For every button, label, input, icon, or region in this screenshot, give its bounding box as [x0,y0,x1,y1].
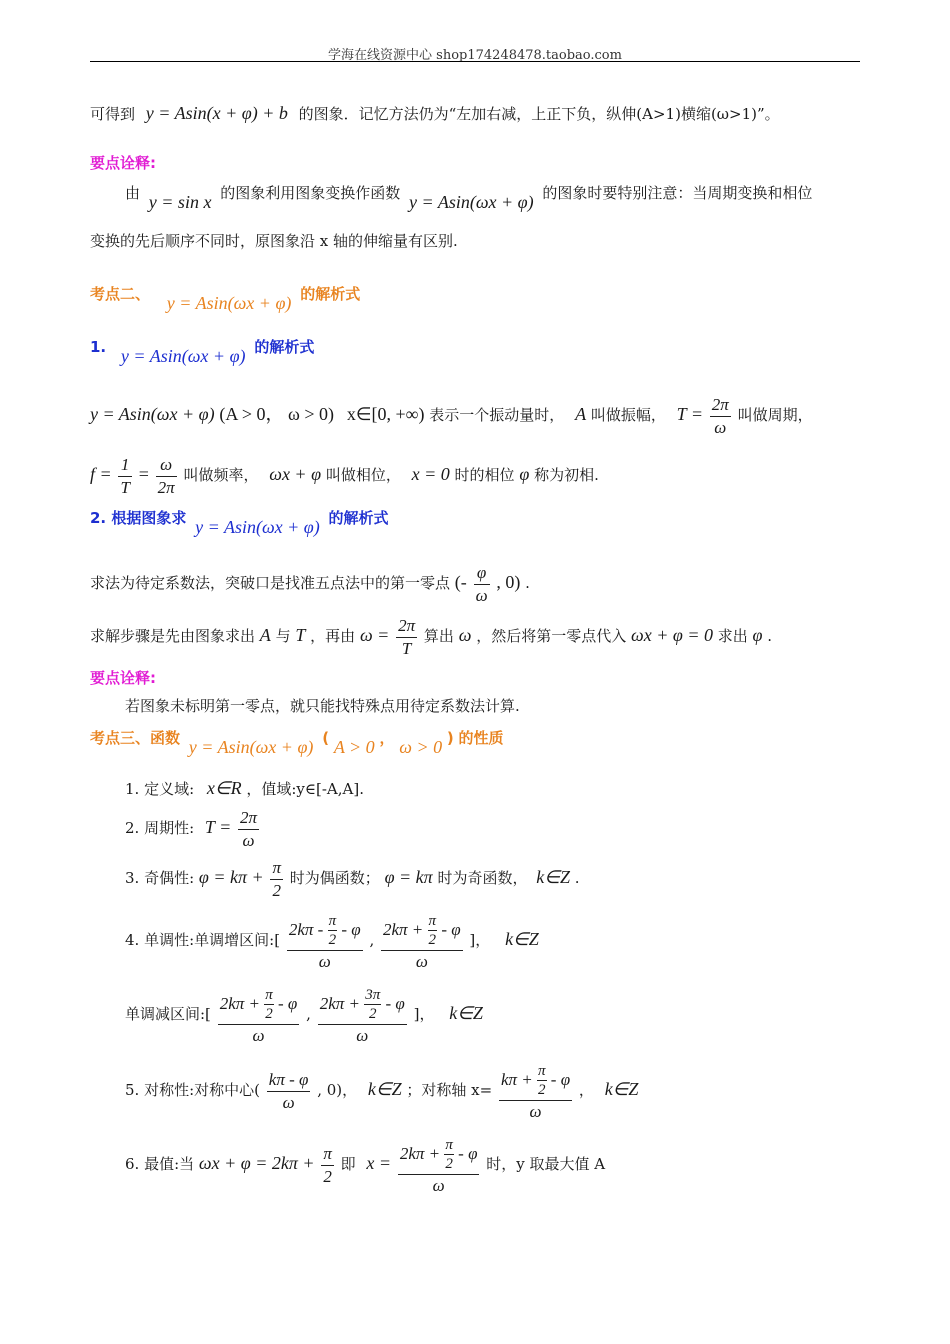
interval-right: 2kπ + $\frac{\pi}{2}$ - φ ω [381,910,463,973]
text: 求法为待定系数法，突破口是找准五点法中的第一零点 [90,574,451,592]
property-domain [125,778,905,799]
formula: T = [204,817,232,837]
text: ，值域:y∈[-A,A]. [246,780,364,798]
text: 求出 [717,627,748,645]
page-header: 学海在线资源中心 shop174248478.taobao.com [328,48,622,63]
period-lhs: T = [676,404,703,424]
sub-label: 2. 根据图象求 [90,509,187,527]
property-symmetry [125,1056,905,1122]
pi-over-2: $\frac{\pi}{2}$ [272,857,281,900]
text: 称为初相. [534,466,599,484]
text: , [369,931,375,949]
domain: x∈[0, +∞) [346,404,425,424]
property-period [125,804,905,850]
interval-left: 2kπ + $\frac{\pi}{2}$ - φ ω [218,984,300,1047]
text: 时，y 取最大值 A [486,1155,606,1173]
paren: ( [322,729,330,747]
pi-over-2: $\frac{\pi}{2}$ [323,1143,332,1186]
note-paragraph [125,182,905,212]
text: 时的相位 [454,466,515,484]
omega-fraction: $\frac{2\pi}{T}$ [398,615,416,658]
text: 时为奇函数， [437,869,528,887]
text: 叫做频率， [183,466,259,484]
text: ，然后将第一零点代入 [476,627,627,645]
sub-label: 1. [90,338,107,356]
formula: φ = kπ [384,867,433,887]
k-in-z: k∈Z [367,1079,402,1099]
text: 与 [275,627,291,645]
formula: y = Asin(ωx + φ) [409,192,534,212]
subheading-2 [90,507,870,537]
sub-formula: y = Asin(ωx + φ) [195,517,320,537]
text: 表示一个振动量时， [429,406,565,424]
text: ；对称轴 x= [406,1081,493,1099]
section-heading-2 [90,283,870,313]
label: 3. 奇偶性: [125,869,195,887]
definition-line-1 [90,392,870,436]
text: ]， [469,931,491,949]
property-parity [125,854,905,900]
text: 的图象．记忆方法仍为“左加右减，上正下负，纵伸(A>1)横缩(ω>1)”。 [298,105,780,123]
k-in-z: k∈Z [536,867,570,887]
label: 单调减区间:[ [125,1005,211,1023]
equals: = [138,464,149,484]
sub-suffix: 的解析式 [328,509,389,527]
method-line-1 [90,558,870,606]
text: . [767,627,773,645]
text: 时为偶函数； [289,869,380,887]
section-suffix: 的性质 [458,729,504,747]
comma: ， [379,729,395,747]
formula: y = Asin(ωx + φ) [90,404,215,424]
section-heading-3 [90,727,870,757]
text: 叫做振幅， [590,406,666,424]
zero-fraction: $\frac{\varphi}{\omega}$ [475,562,488,605]
var-a: A [575,404,587,424]
section-label: 考点三、函数 [90,729,181,747]
text: ， [578,1081,594,1099]
text: . [525,574,530,592]
axis-fraction: kπ + $\frac{\pi}{2}$ - φ ω [499,1060,572,1123]
subheading-1 [90,336,870,366]
section-label: 考点二、 [90,285,151,303]
label: 1. 定义域: [125,780,195,798]
period-fraction: $\frac{2\pi}{\omega}$ [240,807,258,850]
note-title: 要点诠释: [90,154,156,172]
formula: y = sin x [148,192,212,212]
text: 可得到 [90,105,136,123]
x-zero: x = 0 [411,464,450,484]
freq-lhs: f = [90,464,112,484]
property-extremum [125,1130,905,1196]
text: 即 [340,1155,356,1173]
text: 算出 [423,627,454,645]
var-a: A [259,625,271,645]
method-line-2 [90,611,870,659]
text: ，再由 [310,627,356,645]
text: 的图象时要特别注意：当周期变换和相位 [542,184,813,202]
phi: φ [752,625,763,645]
text: , [306,1005,311,1023]
formula: y = Asin(x + φ) + b [145,103,288,123]
section-suffix: 的解析式 [300,285,361,303]
label: 2. 周期性: [125,819,195,837]
cond-omega: ω > 0 [399,737,443,757]
formula: x∈R [206,778,242,798]
text: 叫做周期， [737,406,813,424]
paren-close: , 0) [496,572,521,592]
omega: ω [458,625,472,645]
sub-suffix: 的解析式 [254,338,315,356]
text: 求解步骤是先由图象求出 [90,627,256,645]
k-in-z: k∈Z [505,929,539,949]
label: 5. 对称性:对称中心( [125,1081,260,1099]
paren-open: (- [454,572,467,592]
note-text-2: 若图象未标明第一零点，就只能找特殊点用待定系数法计算. [125,697,520,715]
fraction-1-over-T: $\frac{1}{T}$ [120,454,130,497]
section-formula: y = Asin(ωx + φ) [188,737,314,757]
paragraph-shift-rule [90,103,870,124]
fraction-omega-over-2pi: $\frac{\omega}{2\pi}$ [157,454,175,497]
omega-lhs: ω = [359,625,390,645]
header-rule [90,61,860,62]
k-in-z: k∈Z [604,1079,639,1099]
section-formula: y = Asin(ωx + φ) [166,293,292,313]
zero-equation: ωx + φ = 0 [631,625,713,645]
text: , 0)， [317,1081,358,1099]
condition: (A > 0， ω > 0) [219,404,335,424]
text: ]， [413,1005,435,1023]
interval-right: 2kπ + $\frac{3\pi}{2}$ - φ ω [318,984,407,1047]
definition-line-2 [90,452,870,496]
text: 的图象利用图象变换作函数 [220,184,401,202]
k-in-z: k∈Z [449,1003,483,1023]
formula: ωx + φ = 2kπ + [198,1153,315,1173]
var-t: T [295,625,306,645]
x-fraction: 2kπ + $\frac{\pi}{2}$ - φ ω [398,1134,480,1197]
paren: ) [446,729,454,747]
phi: φ [519,464,530,484]
text: 由 [125,184,141,202]
label: 4. 单调性:单调增区间:[ [125,931,281,949]
cond-a: A > 0 [333,737,375,757]
text: 叫做相位， [325,466,401,484]
phase: ωx + φ [269,464,322,484]
formula: φ = kπ + [198,867,264,887]
text: . [574,869,580,887]
property-decreasing [125,980,905,1046]
note-title-2: 要点诠释: [90,669,156,687]
label: 6. 最值:当 [125,1155,195,1173]
note-paragraph-line2: 变换的先后顺序不同时，原图象沿 x 轴的伸缩量有区别. [90,232,458,250]
center-fraction: $\frac{k\pi - \varphi}{\omega}$ [268,1069,309,1112]
interval-left: 2kπ - $\frac{\pi}{2}$ - φ ω [287,910,363,973]
x-equals: x = [366,1153,392,1173]
sub-formula: y = Asin(ωx + φ) [120,346,246,366]
property-increasing [125,906,905,972]
period-fraction: $\frac{2\pi}{\omega}$ [711,394,729,437]
